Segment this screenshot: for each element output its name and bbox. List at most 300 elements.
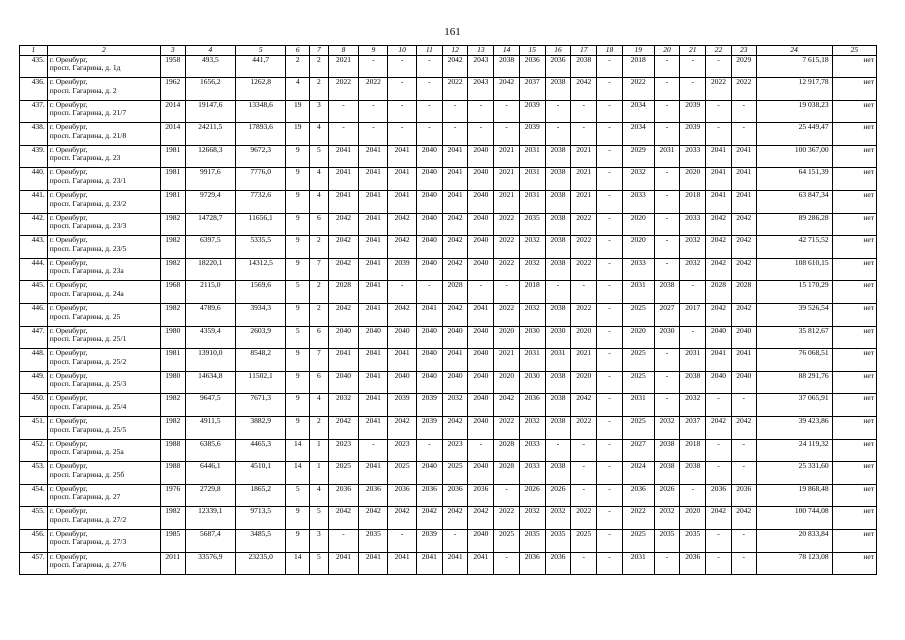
table-cell: 2020: [622, 326, 654, 349]
table-row: [20, 552, 877, 575]
table-cell: 2020: [680, 168, 706, 191]
address-cell: [47, 191, 160, 214]
table-cell: 2032: [519, 304, 545, 327]
table-cell: нет: [832, 281, 876, 304]
table-cell: -: [417, 55, 443, 78]
table-cell: 9: [286, 417, 310, 440]
table-row: [20, 417, 877, 440]
table-cell: 2042: [706, 213, 732, 236]
table-cell: 2039: [680, 100, 706, 123]
table-row: [20, 236, 877, 259]
address-street: просп. Гагарина, д. 27/3: [49, 537, 127, 547]
address-cell: [47, 236, 160, 259]
table-cell: 9713,5: [236, 507, 286, 530]
table-cell: 19147,6: [185, 100, 235, 123]
table-cell: 2042: [442, 236, 468, 259]
table-cell: -: [654, 123, 680, 146]
table-cell: 1: [310, 462, 329, 485]
table-cell: -: [654, 168, 680, 191]
address-city: г. Оренбург,: [49, 190, 88, 200]
table-cell: -: [654, 236, 680, 259]
table-cell: 11656,1: [236, 213, 286, 236]
table-cell: 2020: [622, 213, 654, 236]
table-cell: 6397,5: [185, 236, 235, 259]
table-cell: 2031: [519, 191, 545, 214]
table-cell: 2042: [442, 417, 468, 440]
table-cell: 6385,6: [185, 439, 235, 462]
table-cell: 2022: [328, 78, 359, 101]
table-cell: 2042: [706, 417, 732, 440]
table-cell: 1656,2: [185, 78, 235, 101]
table-cell: 11502,1: [236, 371, 286, 394]
table-cell: 7: [310, 258, 329, 281]
table-cell: 2042: [388, 507, 417, 530]
table-cell: 2036: [706, 484, 732, 507]
table-cell: 2040: [417, 349, 443, 372]
table-row: [20, 371, 877, 394]
table-cell: 17893,6: [236, 123, 286, 146]
table-cell: -: [417, 100, 443, 123]
address-street: просп. Гагарина, д. 21/8: [49, 130, 127, 140]
table-cell: 2036: [545, 55, 571, 78]
table-cell: 37 065,91: [756, 394, 832, 417]
table-cell: 2036: [442, 484, 468, 507]
table-cell: 2042: [494, 394, 520, 417]
table-cell: -: [706, 439, 732, 462]
table-cell: 24211,5: [185, 123, 235, 146]
table-cell: -: [731, 439, 756, 462]
table-cell: 2039: [388, 258, 417, 281]
table-cell: -: [680, 78, 706, 101]
table-cell: -: [442, 529, 468, 552]
table-cell: 2041: [359, 191, 388, 214]
table-cell: -: [494, 484, 520, 507]
table-cell: 2041: [328, 552, 359, 575]
table-cell: 100 367,00: [756, 145, 832, 168]
address-street: просп. Гагарина, д. 25/5: [49, 424, 127, 434]
table-cell: -: [597, 213, 623, 236]
table-cell: 2034: [622, 123, 654, 146]
address-street: просп. Гагарина, д. 23/1: [49, 175, 127, 185]
table-cell: 9: [286, 529, 310, 552]
table-cell: 2032: [545, 507, 571, 530]
table-cell: -: [571, 552, 597, 575]
table-cell: -: [545, 123, 571, 146]
table-cell: 2039: [680, 123, 706, 146]
table-cell: 2038: [545, 371, 571, 394]
table-cell: 2041: [388, 349, 417, 372]
address-city: г. Оренбург,: [49, 235, 88, 245]
table-cell: -: [545, 100, 571, 123]
table-cell: 2022: [622, 507, 654, 530]
table-cell: 2036: [328, 484, 359, 507]
table-cell: 2042: [731, 213, 756, 236]
table-cell: 2022: [571, 213, 597, 236]
table-cell: 1968: [160, 281, 185, 304]
table-cell: 2041: [442, 349, 468, 372]
address-cell: [47, 326, 160, 349]
table-cell: 2040: [468, 145, 494, 168]
table-row: [20, 78, 877, 101]
address-cell: [47, 258, 160, 281]
table-cell: 2: [310, 55, 329, 78]
table-cell: 2025: [622, 371, 654, 394]
table-cell: 2042: [328, 236, 359, 259]
table-cell: 2040: [328, 326, 359, 349]
table-cell: 2042: [328, 417, 359, 440]
table-cell: 2041: [731, 191, 756, 214]
table-cell: -: [494, 123, 520, 146]
table-cell: -: [597, 371, 623, 394]
table-cell: 9: [286, 304, 310, 327]
housing-registry-table: [19, 45, 877, 575]
table-cell: 2040: [442, 326, 468, 349]
row-number: 451.: [20, 417, 48, 440]
address-cell: [47, 168, 160, 191]
table-cell: 2018: [680, 439, 706, 462]
table-cell: 2042: [328, 258, 359, 281]
column-header: 10: [388, 46, 417, 56]
table-cell: -: [680, 484, 706, 507]
table-cell: 1569,6: [236, 281, 286, 304]
table-cell: 2026: [654, 484, 680, 507]
table-cell: 15 170,29: [756, 281, 832, 304]
table-cell: 4465,3: [236, 439, 286, 462]
row-number: 453.: [20, 462, 48, 485]
row-number: 441.: [20, 191, 48, 214]
table-cell: 1865,2: [236, 484, 286, 507]
table-cell: -: [706, 123, 732, 146]
table-cell: -: [706, 529, 732, 552]
column-header: 19: [622, 46, 654, 56]
table-cell: 1: [310, 439, 329, 462]
table-cell: 1982: [160, 258, 185, 281]
table-row: [20, 258, 877, 281]
address-city: г. Оренбург,: [49, 280, 88, 290]
row-number: 452.: [20, 439, 48, 462]
row-number: 446.: [20, 304, 48, 327]
table-cell: 5: [310, 507, 329, 530]
table-cell: -: [597, 123, 623, 146]
table-cell: 1982: [160, 213, 185, 236]
table-cell: 2041: [442, 168, 468, 191]
table-cell: 2040: [328, 371, 359, 394]
table-cell: 2042: [706, 236, 732, 259]
table-cell: 2033: [519, 462, 545, 485]
address-street: просп. Гагарина, д. 25б: [49, 469, 125, 479]
table-cell: 7 615,18: [756, 55, 832, 78]
address-street: просп. Гагарина, д. 23/5: [49, 243, 127, 253]
table-row: [20, 55, 877, 78]
address-street: просп. Гагарина, д. 25/2: [49, 356, 127, 366]
table-cell: 19 038,23: [756, 100, 832, 123]
table-cell: 4911,5: [185, 417, 235, 440]
table-cell: 2040: [468, 417, 494, 440]
table-cell: -: [359, 100, 388, 123]
table-cell: 2033: [622, 191, 654, 214]
table-cell: нет: [832, 417, 876, 440]
row-number: 450.: [20, 394, 48, 417]
table-cell: 2040: [417, 236, 443, 259]
table-cell: -: [494, 552, 520, 575]
table-cell: нет: [832, 529, 876, 552]
table-cell: -: [545, 439, 571, 462]
table-cell: -: [706, 462, 732, 485]
table-cell: 2022: [494, 507, 520, 530]
table-cell: 89 286,28: [756, 213, 832, 236]
table-cell: 2022: [571, 236, 597, 259]
table-cell: 2039: [417, 394, 443, 417]
row-number: 439.: [20, 145, 48, 168]
address-city: г. Оренбург,: [49, 213, 88, 222]
table-cell: 2040: [417, 371, 443, 394]
table-cell: -: [359, 55, 388, 78]
table-cell: 2040: [731, 326, 756, 349]
table-cell: -: [571, 123, 597, 146]
table-cell: 76 068,51: [756, 349, 832, 372]
table-cell: 5: [310, 145, 329, 168]
table-cell: -: [706, 100, 732, 123]
table-cell: 2603,9: [236, 326, 286, 349]
address-city: г. Оренбург,: [49, 529, 88, 538]
table-cell: 2038: [545, 304, 571, 327]
table-cell: 19 868,48: [756, 484, 832, 507]
address-cell: [47, 349, 160, 372]
table-cell: 2036: [359, 484, 388, 507]
table-cell: 2042: [571, 394, 597, 417]
table-cell: 23235,0: [236, 552, 286, 575]
table-cell: -: [597, 258, 623, 281]
column-header: 13: [468, 46, 494, 56]
table-cell: 2018: [519, 281, 545, 304]
table-cell: 2041: [731, 168, 756, 191]
table-cell: 2038: [545, 417, 571, 440]
table-cell: 2040: [468, 236, 494, 259]
table-cell: 4510,1: [236, 462, 286, 485]
table-cell: 1262,8: [236, 78, 286, 101]
table-cell: 2022: [571, 258, 597, 281]
table-cell: 7671,3: [236, 394, 286, 417]
table-cell: 2041: [706, 191, 732, 214]
table-cell: 108 610,15: [756, 258, 832, 281]
table-cell: 1980: [160, 371, 185, 394]
table-cell: -: [571, 100, 597, 123]
table-cell: 8548,2: [236, 349, 286, 372]
table-cell: 2033: [519, 439, 545, 462]
table-cell: 2042: [328, 304, 359, 327]
column-header: 24: [756, 46, 832, 56]
table-cell: 2033: [622, 258, 654, 281]
table-cell: -: [597, 439, 623, 462]
table-cell: 2040: [388, 371, 417, 394]
table-cell: -: [328, 529, 359, 552]
address-cell: [47, 529, 160, 552]
table-cell: -: [731, 552, 756, 575]
table-cell: 2115,0: [185, 281, 235, 304]
table-cell: -: [388, 78, 417, 101]
table-cell: -: [597, 100, 623, 123]
table-cell: 3: [310, 529, 329, 552]
address-street: просп. Гагарина, д. 27/2: [49, 514, 127, 524]
table-cell: 2022: [359, 78, 388, 101]
address-city: г. Оренбург,: [49, 416, 88, 425]
table-cell: 2030: [519, 371, 545, 394]
table-cell: 2028: [494, 462, 520, 485]
table-cell: -: [597, 394, 623, 417]
address-cell: [47, 304, 160, 327]
column-header: 18: [597, 46, 623, 56]
address-city: г. Оренбург,: [49, 461, 88, 471]
column-header: 16: [545, 46, 571, 56]
table-cell: 2042: [417, 507, 443, 530]
table-cell: 2041: [388, 191, 417, 214]
address-cell: [47, 417, 160, 440]
column-header: 2: [47, 46, 160, 56]
row-number: 442.: [20, 213, 48, 236]
table-cell: 3485,5: [236, 529, 286, 552]
address-city: г. Оренбург,: [49, 484, 88, 493]
table-cell: 19: [286, 123, 310, 146]
table-cell: 2029: [731, 55, 756, 78]
table-cell: 39 526,54: [756, 304, 832, 327]
table-cell: 9: [286, 507, 310, 530]
table-cell: 7732,6: [236, 191, 286, 214]
table-cell: 2021: [571, 191, 597, 214]
table-cell: 1982: [160, 236, 185, 259]
table-row: [20, 213, 877, 236]
table-cell: 2041: [417, 304, 443, 327]
table-cell: 2025: [622, 304, 654, 327]
table-cell: -: [731, 123, 756, 146]
table-cell: 2026: [519, 484, 545, 507]
table-cell: нет: [832, 55, 876, 78]
row-number: 449.: [20, 371, 48, 394]
table-cell: 2035: [680, 529, 706, 552]
table-cell: 2041: [359, 394, 388, 417]
column-header: 9: [359, 46, 388, 56]
address-cell: [47, 145, 160, 168]
table-cell: -: [388, 281, 417, 304]
address-city: г. Оренбург,: [49, 439, 88, 448]
column-header: 21: [680, 46, 706, 56]
table-cell: 6446,1: [185, 462, 235, 485]
table-cell: 24 119,32: [756, 439, 832, 462]
table-cell: 2027: [654, 304, 680, 327]
row-number: 438.: [20, 123, 48, 146]
address-street: просп. Гагарина, д. 25/3: [49, 379, 127, 389]
table-cell: 2042: [328, 213, 359, 236]
row-number: 445.: [20, 281, 48, 304]
table-cell: 1981: [160, 145, 185, 168]
address-cell: [47, 507, 160, 530]
table-cell: 2042: [442, 304, 468, 327]
table-cell: нет: [832, 168, 876, 191]
table-cell: -: [597, 78, 623, 101]
table-cell: -: [654, 258, 680, 281]
table-cell: 7: [310, 349, 329, 372]
table-cell: -: [654, 394, 680, 417]
table-cell: 2020: [494, 326, 520, 349]
table-cell: 2025: [622, 417, 654, 440]
address-cell: [47, 78, 160, 101]
table-cell: 2031: [545, 349, 571, 372]
table-cell: 2041: [442, 145, 468, 168]
table-cell: 12 917,78: [756, 78, 832, 101]
table-cell: 2032: [680, 236, 706, 259]
table-cell: 3: [310, 100, 329, 123]
table-cell: 9: [286, 236, 310, 259]
table-cell: 2038: [571, 55, 597, 78]
table-cell: 2038: [545, 168, 571, 191]
table-cell: 5335,5: [236, 236, 286, 259]
table-cell: 4: [310, 394, 329, 417]
table-cell: 2042: [706, 507, 732, 530]
table-cell: 9: [286, 168, 310, 191]
table-cell: 2041: [328, 168, 359, 191]
table-cell: 2028: [731, 281, 756, 304]
table-cell: -: [680, 281, 706, 304]
table-cell: -: [417, 439, 443, 462]
table-cell: 2036: [545, 552, 571, 575]
table-row: [20, 191, 877, 214]
column-header: 5: [236, 46, 286, 56]
table-cell: 2030: [654, 326, 680, 349]
table-cell: 2022: [571, 507, 597, 530]
table-cell: 4: [310, 123, 329, 146]
address-cell: [47, 371, 160, 394]
address-cell: [47, 552, 160, 575]
table-cell: -: [328, 123, 359, 146]
table-cell: нет: [832, 507, 876, 530]
table-cell: -: [597, 326, 623, 349]
table-cell: 13348,6: [236, 100, 286, 123]
table-cell: -: [654, 191, 680, 214]
table-cell: 2040: [468, 462, 494, 485]
table-cell: 1982: [160, 417, 185, 440]
table-cell: -: [731, 394, 756, 417]
table-cell: 2036: [468, 484, 494, 507]
table-cell: 2022: [571, 417, 597, 440]
table-cell: 2038: [545, 191, 571, 214]
table-row: [20, 123, 877, 146]
table-cell: 2021: [571, 349, 597, 372]
table-cell: 14634,8: [185, 371, 235, 394]
table-cell: 2040: [417, 213, 443, 236]
table-row: [20, 529, 877, 552]
column-number-header-row: [20, 46, 877, 56]
table-cell: 2023: [442, 439, 468, 462]
table-cell: 2040: [417, 168, 443, 191]
table-cell: -: [597, 304, 623, 327]
table-cell: 2: [310, 281, 329, 304]
table-cell: 9: [286, 213, 310, 236]
table-cell: 2040: [706, 326, 732, 349]
table-cell: нет: [832, 326, 876, 349]
table-cell: 2022: [494, 236, 520, 259]
table-cell: 5: [286, 326, 310, 349]
row-number: 435.: [20, 55, 48, 78]
table-cell: 2018: [622, 55, 654, 78]
table-cell: 2040: [468, 258, 494, 281]
column-header: 15: [519, 46, 545, 56]
table-cell: 2025: [494, 529, 520, 552]
table-cell: 2039: [388, 394, 417, 417]
column-header: 8: [328, 46, 359, 56]
table-cell: 2023: [388, 439, 417, 462]
table-cell: 9917,6: [185, 168, 235, 191]
table-cell: 2040: [417, 462, 443, 485]
table-cell: 2035: [545, 529, 571, 552]
